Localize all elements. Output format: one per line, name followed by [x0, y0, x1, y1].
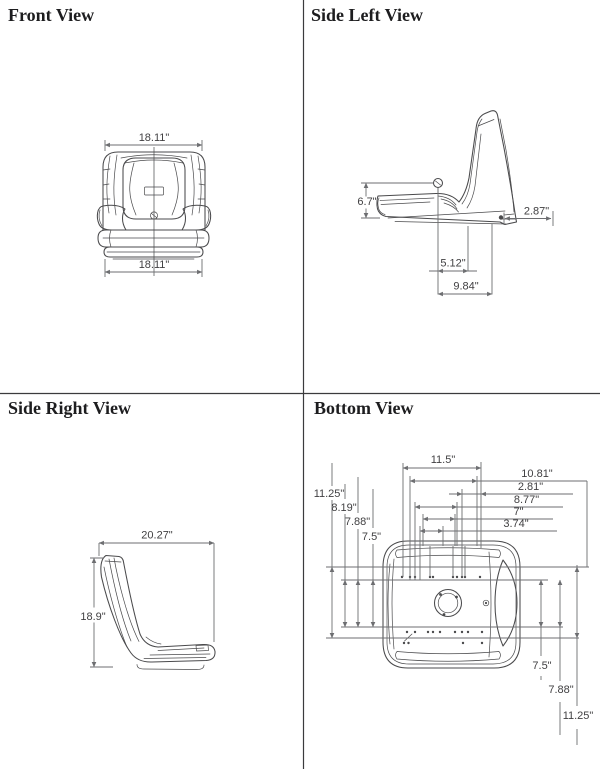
front-top-width-dim: 18.11"	[138, 132, 170, 144]
side-right-view-drawing	[80, 530, 215, 670]
bottom-view-drawing	[314, 454, 594, 745]
bottom-dim-right-7-88: 7.88"	[548, 684, 574, 696]
side-left-view-title: Side Left View	[311, 5, 423, 25]
bottom-dim-10-81: 10.81"	[521, 468, 553, 480]
bottom-dim-left-7-88: 7.88"	[344, 516, 371, 528]
side-right-height-dim: 18.9"	[80, 611, 106, 623]
bottom-view-title: Bottom View	[314, 398, 414, 418]
rear-mount-hole	[499, 215, 503, 219]
bottom-dim-right-7-5: 7.5"	[532, 660, 552, 672]
bottom-dim-left-8-19: 8.19"	[331, 502, 357, 514]
mount-hole-row-top	[401, 576, 481, 578]
bottom-dim-2-81: 2.81"	[517, 481, 544, 493]
bottom-dim-left-11-25: 11.25"	[313, 488, 345, 500]
side-right-view-title: Side Right View	[8, 398, 132, 418]
side-left-height-dim: 6.7"	[357, 196, 377, 208]
bottom-top-width-dim: 11.5"	[430, 454, 456, 466]
side-left-rear-offset-dim: 2.87"	[523, 205, 550, 218]
bottom-dim-left-7-5: 7.5"	[361, 531, 382, 543]
front-bottom-width-dim: 18.11"	[138, 259, 170, 271]
side-right-length-dim: 20.27"	[141, 529, 173, 542]
bottom-dim-7: 7"	[513, 506, 524, 518]
bottom-dim-8-77: 8.77"	[513, 494, 540, 506]
front-view-drawing	[97, 132, 210, 277]
bottom-dim-right-11-25: 11.25"	[562, 710, 594, 722]
side-left-base-dim: 9.84"	[453, 280, 479, 293]
side-left-pivot-dim: 5.12"	[440, 257, 466, 270]
side-left-view-drawing	[357, 111, 553, 295]
front-view-title: Front View	[8, 5, 95, 25]
mount-hole-row-bottom	[403, 631, 483, 644]
bottom-dim-3-74: 3.74"	[503, 518, 529, 530]
